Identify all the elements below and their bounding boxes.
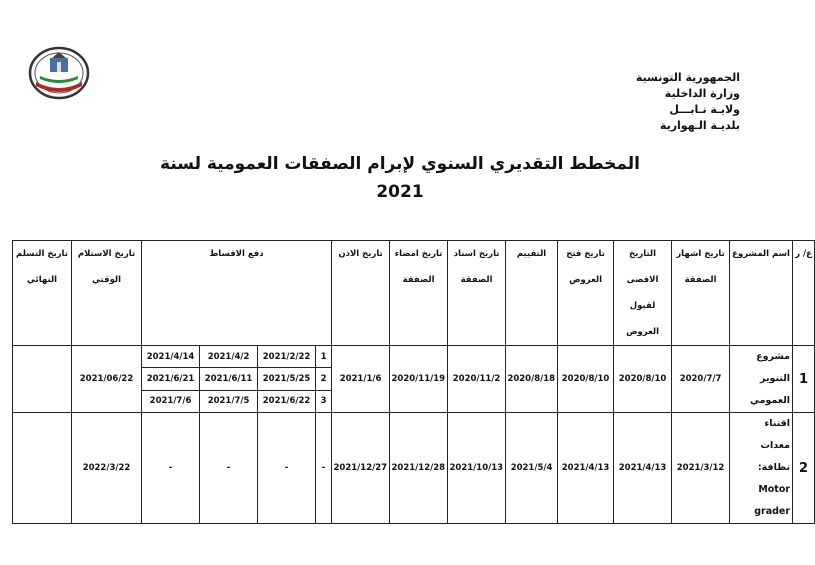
installment-date: - — [258, 413, 316, 524]
installment-date: 2021/7/5 — [200, 390, 258, 412]
installment-number: 1 — [316, 346, 332, 368]
header-row — [13, 241, 815, 346]
governorate-name: ولايـة نـابـــل — [669, 103, 740, 116]
installment-date: 2021/2/22 — [258, 346, 316, 368]
deadline-date: 2021/4/13 — [614, 413, 672, 524]
row-number: 1 — [793, 346, 815, 413]
document-year: 2021 — [376, 182, 424, 202]
installment-date: 2021/4/14 — [142, 346, 200, 368]
header-order: تاريخ الاذن — [332, 241, 390, 346]
municipality-name: بلديـة الـهوارية — [659, 119, 740, 132]
award-date: 2020/11/2 — [448, 346, 506, 413]
final-date — [13, 346, 72, 413]
order-date: 2021/1/6 — [332, 346, 390, 413]
header-provisional: تاريخ الاستلام الوقتي — [72, 241, 142, 346]
installment-date: 2021/6/22 — [258, 390, 316, 412]
header-installments: دفع الاقساط — [142, 241, 332, 346]
header-opening: تاريخ فتح العروض — [558, 241, 614, 346]
installment-number: 2 — [316, 368, 332, 390]
ministry-name: وزارة الداخلية — [664, 87, 740, 100]
project-name: مشروع التنوير العمومي — [730, 346, 793, 413]
table-row — [13, 413, 815, 524]
final-date — [13, 413, 72, 524]
opening-date: 2021/4/13 — [558, 413, 614, 524]
deadline-date: 2020/8/10 — [614, 346, 672, 413]
header-deadline: التاريخ الاقصى لقبول العروض — [614, 241, 672, 346]
letterhead — [636, 70, 740, 134]
installment-date: 2021/5/25 — [258, 368, 316, 390]
header-award: تاريخ اسناد الصفقة — [448, 241, 506, 346]
header-evaluation: التقييم — [506, 241, 558, 346]
evaluation-date: 2021/5/4 — [506, 413, 558, 524]
header-final: تاريخ التسلم النهائي — [13, 241, 72, 346]
row-number: 2 — [793, 413, 815, 524]
header-num: ع/ ر — [793, 241, 815, 346]
header-signing: تاريخ امضاء الصفقة — [390, 241, 448, 346]
header-announce: تاريخ اشهار الصفقة — [672, 241, 730, 346]
header-project: اسم المشروع — [730, 241, 793, 346]
republic-name: الجمهورية التونسية — [635, 71, 740, 84]
project-name: اقتناء معدات نظافة: Motor grader — [730, 413, 793, 524]
provisional-date: 2022/3/22 — [72, 413, 142, 524]
evaluation-date: 2020/8/18 — [506, 346, 558, 413]
order-date: 2021/12/27 — [332, 413, 390, 524]
installment-date: 2021/7/6 — [142, 390, 200, 412]
installment-number: 3 — [316, 390, 332, 412]
award-date: 2021/10/13 — [448, 413, 506, 524]
signing-date: 2021/12/28 — [390, 413, 448, 524]
announce-date: 2020/7/7 — [672, 346, 730, 413]
installment-date: 2021/6/11 — [200, 368, 258, 390]
document-title: المخطط التقديري السنوي لإبرام الصفقات العمومية لسنة — [160, 154, 640, 174]
signing-date: 2020/11/19 — [390, 346, 448, 413]
opening-date: 2020/8/10 — [558, 346, 614, 413]
announce-date: 2021/3/12 — [672, 413, 730, 524]
procurement-plan-table — [12, 240, 815, 524]
installment-date: 2021/6/21 — [142, 368, 200, 390]
provisional-date: 2021/06/22 — [72, 346, 142, 413]
installment-number: - — [316, 413, 332, 524]
table-row — [13, 346, 815, 368]
installment-date: 2021/4/2 — [200, 346, 258, 368]
installment-date: - — [200, 413, 258, 524]
municipality-seal-logo — [28, 46, 90, 100]
installment-date: - — [142, 413, 200, 524]
